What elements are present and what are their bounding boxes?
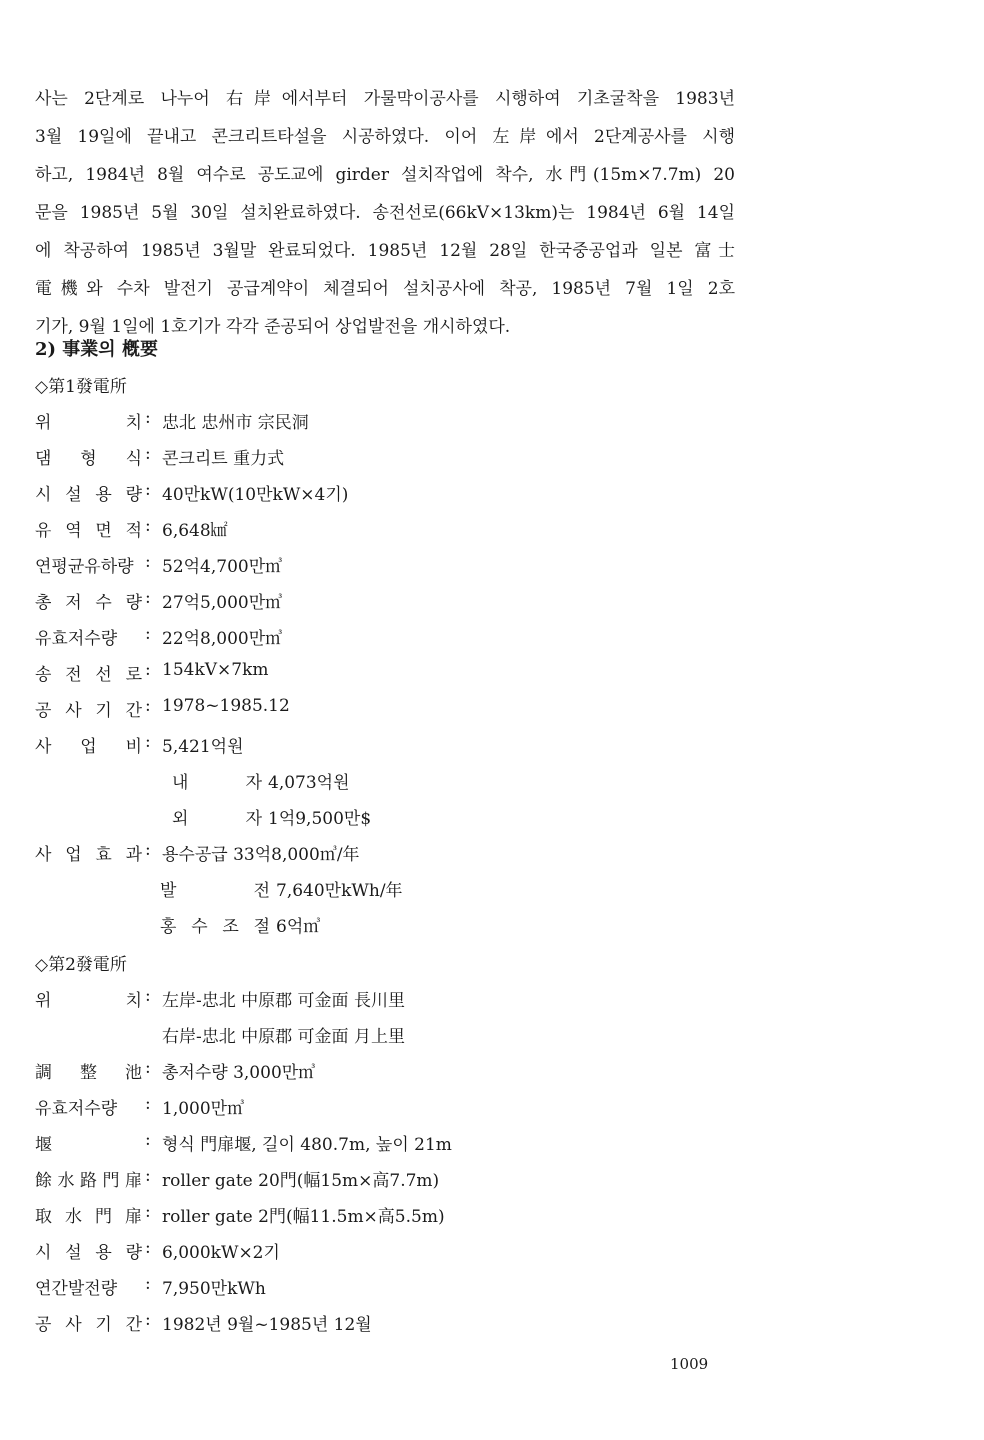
colon: : <box>145 986 151 1006</box>
spec-value: 총저수량 3,000만㎥ <box>162 1063 316 1083</box>
paragraph-line: 사는 2단계로 나누어 右岸에서부터 가물막이공사를 시행하여 기초굴착을 1983년 <box>35 89 735 109</box>
spec-value: 1978~1985.12 <box>162 696 290 716</box>
spec-value: 左岸-忠北 中原郡 可金面 長川里 <box>162 991 405 1011</box>
sub-value: 7,640만kWh/年 <box>276 881 403 901</box>
colon: : <box>145 1238 151 1258</box>
sub-label: 외 자 <box>172 809 262 829</box>
spec-value: 154kV×7km <box>162 660 269 680</box>
spec-label: 위 치 <box>35 413 142 433</box>
colon: : <box>145 444 151 464</box>
spec-value: 52억4,700만㎥ <box>162 557 283 577</box>
spec-value: 1,000만㎥ <box>162 1099 245 1119</box>
colon: : <box>145 588 151 608</box>
colon: : <box>145 1058 151 1078</box>
colon: : <box>145 516 151 536</box>
colon: : <box>145 840 151 860</box>
spec-value: roller gate 20門(幅15m×高7.7m) <box>162 1171 440 1191</box>
spec-value: 6,000kW×2기 <box>162 1243 280 1263</box>
spec-label: 調 整 池 <box>35 1063 142 1083</box>
colon: : <box>145 1166 151 1186</box>
spec-label: 取 水 門 扉 <box>35 1207 142 1227</box>
spec-label: 연간발전량 <box>35 1279 118 1299</box>
paragraph-line: 에 착공하여 1985년 3월말 완료되었다. 1985년 12월 28일 한국중공업과 일본 富士 <box>35 241 735 261</box>
sub-label: 내 자 <box>172 773 262 793</box>
section-heading: 2) 事業의 槪要 <box>35 339 158 360</box>
colon: : <box>145 1094 151 1114</box>
sub-label: 홍 수 조 절 <box>160 917 270 937</box>
spec-label: 餘水路門扉 <box>35 1171 142 1191</box>
spec-value: 40만kW(10만kW×4기) <box>162 485 349 505</box>
spec-label: 위 치 <box>35 991 142 1011</box>
spec-label: 시 설 용 량 <box>35 485 142 505</box>
spec-value: 1982년 9월~1985년 12월 <box>162 1315 372 1335</box>
spec-value: 27억5,000만㎥ <box>162 593 283 613</box>
plant2-title: ◇第2發電所 <box>35 955 127 975</box>
spec-label: 공 사 기 간 <box>35 701 142 721</box>
colon: : <box>145 624 151 644</box>
colon: : <box>145 552 151 572</box>
spec-value: 5,421억원 <box>162 737 244 757</box>
spec-label: 총 저 수 량 <box>35 593 142 613</box>
spec-value: 忠北 忠州市 宗民洞 <box>162 413 309 433</box>
spec-value: 右岸-忠北 中原郡 可金面 月上里 <box>162 1027 405 1047</box>
spec-label: 유효저수량 <box>35 1099 118 1119</box>
spec-label: 연평균유하량 <box>35 557 134 577</box>
spec-value: 용수공급 33억8,000㎥/年 <box>162 845 360 865</box>
spec-value: roller gate 2門(幅11.5m×高5.5m) <box>162 1207 445 1227</box>
spec-label: 사 업 효 과 <box>35 845 142 865</box>
spec-label: 사 업 비 <box>35 737 142 757</box>
colon: : <box>145 1274 151 1294</box>
paragraph-line: 하고, 1984년 8월 여수로 공도교에 girder 설치작업에 착수, 水門(15m×7.7m) 20 <box>35 165 735 185</box>
colon: : <box>145 1310 151 1330</box>
spec-value: 콘크리트 重力式 <box>162 449 285 469</box>
paragraph-line: 3월 19일에 끝내고 콘크리트타설을 시공하였다. 이어 左岸에서 2단계공사를 시행 <box>35 127 735 147</box>
spec-label: 유 역 면 적 <box>35 521 142 541</box>
paragraph-line: 기가, 9월 1일에 1호기가 각각 준공되어 상업발전을 개시하였다. <box>35 317 511 337</box>
colon: : <box>145 408 151 428</box>
spec-label: 송 전 선 로 <box>35 665 142 685</box>
spec-label: 공 사 기 간 <box>35 1315 142 1335</box>
spec-label: 시 설 용 량 <box>35 1243 142 1263</box>
spec-value: 7,950만kWh <box>162 1279 266 1299</box>
colon: : <box>145 696 151 716</box>
spec-value: 형식 門扉堰, 길이 480.7m, 높이 21m <box>162 1135 452 1155</box>
spec-value: 6,648㎢ <box>162 521 228 541</box>
paragraph-line: 電機와 수차 발전기 공급계약이 체결되어 설치공사에 착공, 1985년 7월 1일 2호 <box>35 279 735 299</box>
body-paragraph <box>35 80 735 346</box>
spec-label: 댐 형 식 <box>35 449 142 469</box>
spec-label: 堰 <box>35 1135 52 1155</box>
colon: : <box>145 732 151 752</box>
sub-value: 1억9,500만$ <box>268 809 372 829</box>
sub-value: 4,073억원 <box>268 773 350 793</box>
colon: : <box>145 1202 151 1222</box>
sub-value: 6억㎥ <box>276 917 321 937</box>
colon: : <box>145 1130 151 1150</box>
plant1-title: ◇第1發電所 <box>35 377 127 397</box>
page-number: 1009 <box>670 1355 709 1373</box>
spec-label: 유효저수량 <box>35 629 118 649</box>
colon: : <box>145 660 151 680</box>
colon: : <box>145 480 151 500</box>
spec-value: 22억8,000만㎥ <box>162 629 283 649</box>
sub-label: 발 전 <box>160 881 270 901</box>
paragraph-line: 문을 1985년 5월 30일 설치완료하였다. 송전선로(66kV×13km)는 1984년 6월 14일 <box>35 203 735 223</box>
